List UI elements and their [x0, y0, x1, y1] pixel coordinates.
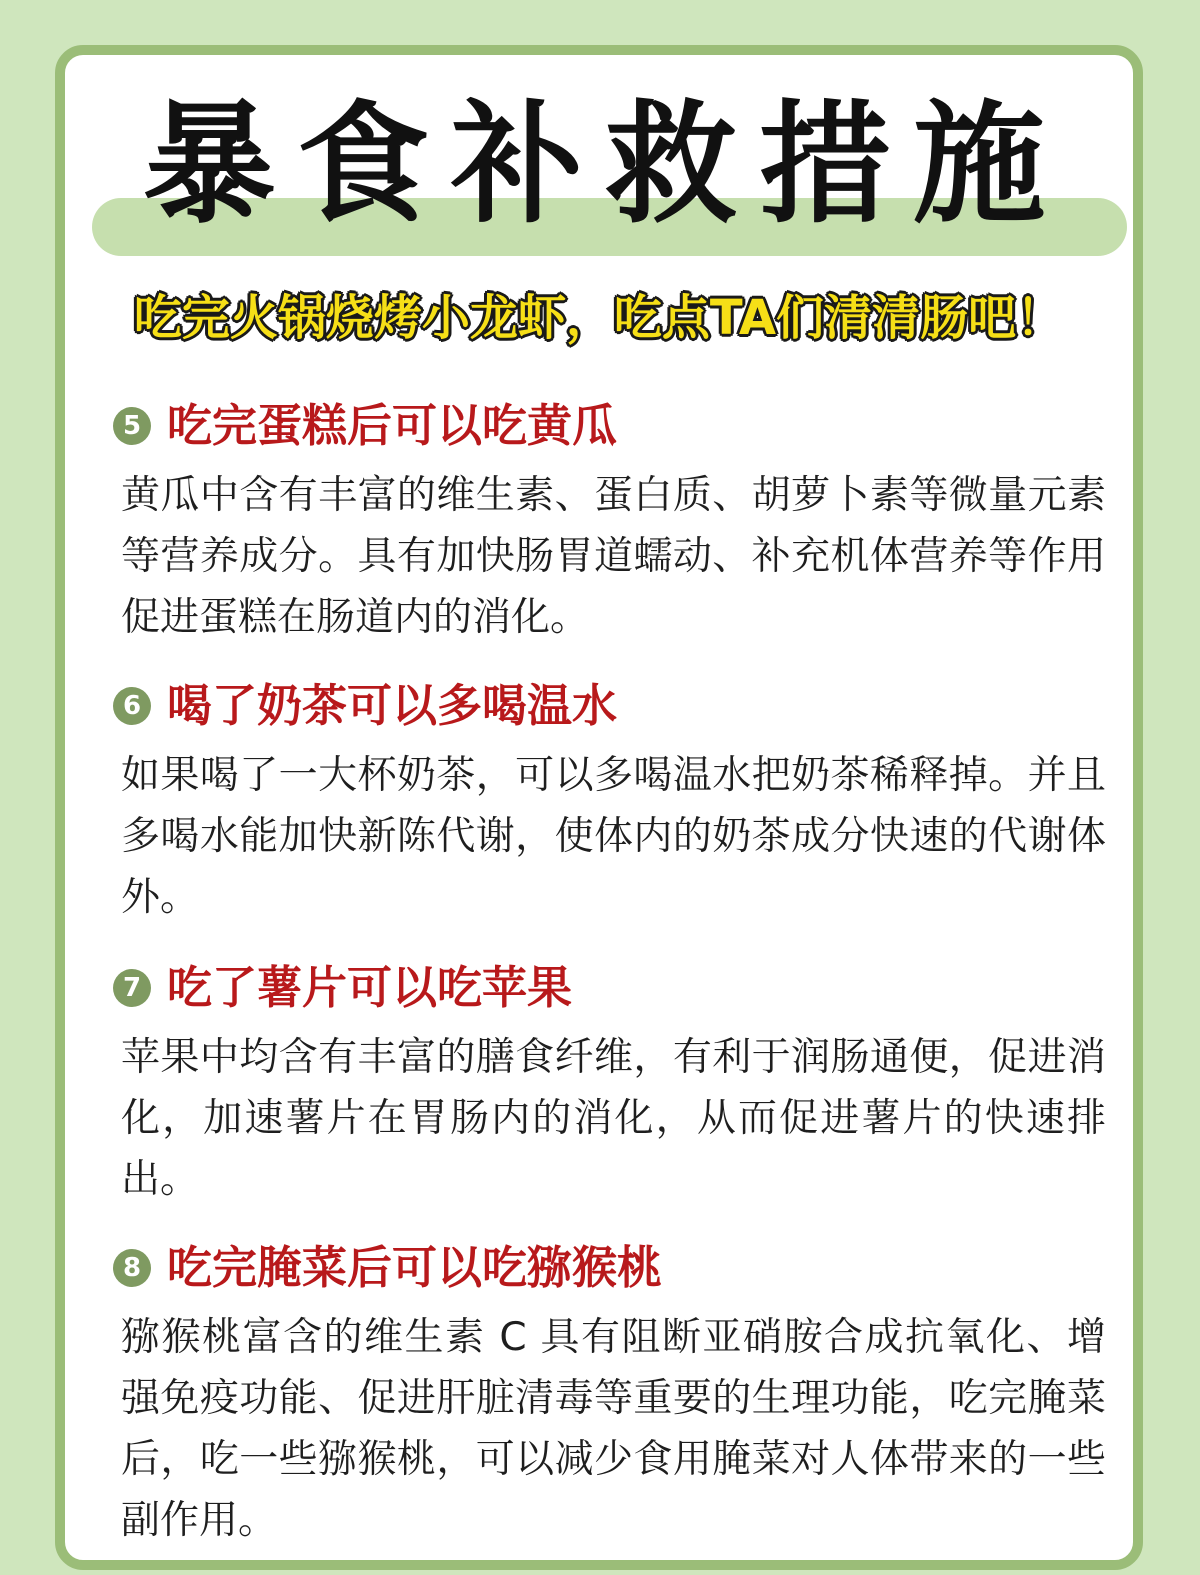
tip-heading-text: 吃完腌菜后可以吃猕猴桃 [167, 1241, 663, 1294]
page-title: 暴食补救措施 [143, 88, 1067, 242]
tip-body: 猕猴桃富含的维生素 C 具有阻断亚硝胺合成抗氧化、增强免疫功能、促进肝脏清毒等重要的生理功能，吃完腌菜后，吃一些猕猴桃，可以减少食用腌菜对人体带来的一些副作用。 [121, 1315, 1106, 1543]
tip-heading-text: 喝了奶茶可以多喝温水 [167, 679, 618, 732]
tip-heading-text: 吃完蛋糕后可以吃黄瓜 [167, 399, 618, 452]
tip-body: 苹果中均含有丰富的膳食纤维，有利于润肠通便，促进消化，加速薯片在胃肠内的消化，从而促进薯片的快速排出。 [121, 1035, 1106, 1202]
tip-section-5 [113, 395, 1113, 648]
tip-heading [113, 957, 1113, 1019]
number-badge-6: 6 [113, 687, 151, 725]
number-badge-7: 7 [113, 969, 151, 1007]
tip-section-7 [113, 957, 1113, 1210]
tip-section-8 [113, 1237, 1113, 1551]
number-badge-8: 8 [113, 1249, 151, 1287]
subtitle: 吃完火锅烧烤小龙虾，吃点TA们清清肠吧！ [133, 290, 1065, 346]
tip-heading-text: 吃了薯片可以吃苹果 [167, 961, 573, 1014]
tip-heading [113, 395, 1113, 457]
tip-heading [113, 675, 1113, 737]
content-card [55, 45, 1143, 1570]
title-block [80, 80, 1130, 260]
tip-body: 黄瓜中含有丰富的维生素、蛋白质、胡萝卜素等微量元素等营养成分。具有加快肠胃道蠕动、补充机体营养等作用促进蛋糕在肠道内的消化。 [121, 473, 1106, 640]
tip-body: 如果喝了一大杯奶茶，可以多喝温水把奶茶稀释掉。并且多喝水能加快新陈代谢，使体内的奶茶成分快速的代谢体外。 [121, 753, 1106, 920]
number-badge-5: 5 [113, 407, 151, 445]
tip-heading [113, 1237, 1113, 1299]
tip-section-6 [113, 675, 1113, 928]
